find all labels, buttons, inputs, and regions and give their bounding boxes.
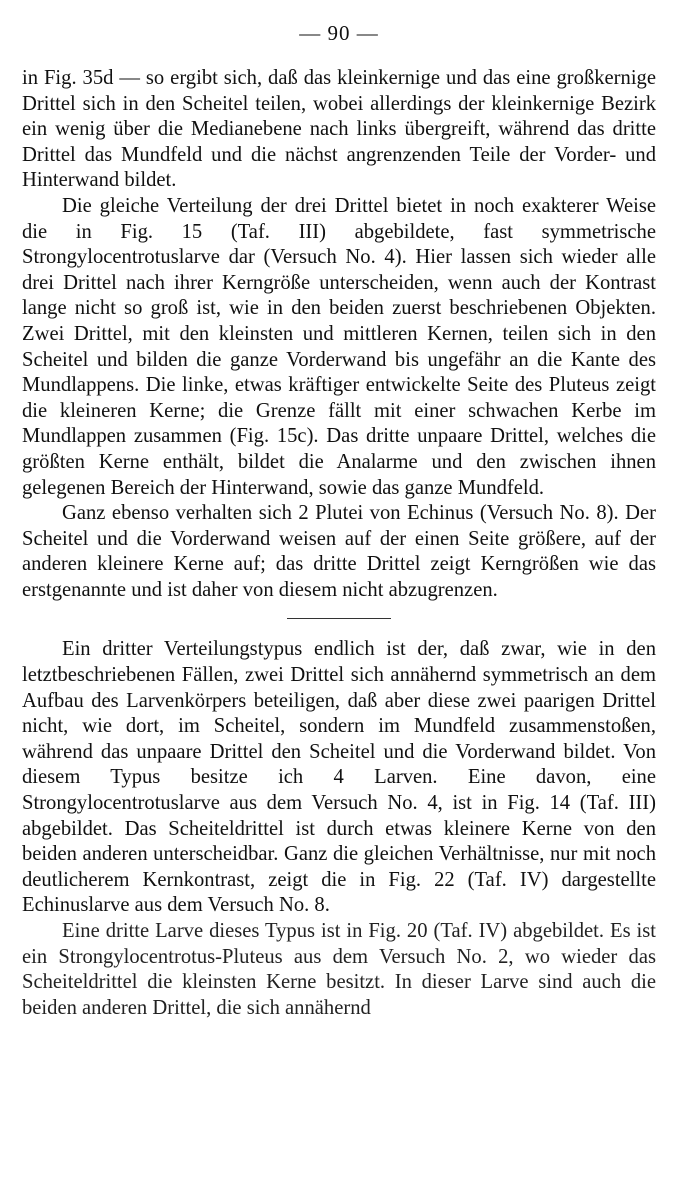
section-divider	[287, 618, 391, 619]
paragraph-echinus-plutei: Ganz ebenso verhalten sich 2 Plutei von Echinus (Versuch No. 8). Der Scheitel und die Vorderwand weisen auf der einen Seite größere, auf der anderen kleinere Kerne auf; das dritte Drittel zeigt Kerngrößen wie das erstgenannte und ist daher von diesem nicht abzugrenzen.	[22, 502, 656, 601]
page-number: — 90 —	[299, 21, 379, 45]
paragraph-continuation: in Fig. 35d — so ergibt sich, daß das kleinkernige und das eine großkernige Drittel sich in den Scheitel teilen, wobei allerdings der kleinkernige Bezirk ein wenig über die Medianebene nach links übergreift, während das dritte Drittel das Mundfeld und die nächst angrenzenden Teile der Vorder- und Hinterwand bildet.	[22, 67, 656, 192]
paragraph-third-type: Ein dritter Verteilungstypus endlich ist der, daß zwar, wie in den letztbeschriebenen Fällen, zwei Drittel sich annähernd symmetrisch an dem Aufbau des Larvenkörpers beteiligen, daß aber diese zwei paarigen Drittel nicht, wie dort, im Scheitel, sondern im Mundfeld zusammenstoßen, während das unpaare Drittel den Scheitel und die Vorderwand bildet. Von diesem Typus besitze ich 4 Larven. Eine davon, eine Strongylocentrotuslarve aus dem Versuch No. 4, ist in Fig. 14 (Taf. III) abgebildet. Das Scheiteldrittel ist durch etwas kleinere Kerne von den beiden anderen unterscheidbar. Ganz die gleichen Verhältnisse, nur mit noch deutlicherem Kernkontrast, zeigt die in Fig. 22 (Taf. IV) dargestellte Echinuslarve aus dem Versuch No. 8.	[22, 638, 656, 917]
document-page	[22, 18, 656, 1021]
paragraph-third-larva: Eine dritte Larve dieses Typus ist in Fig. 20 (Taf. IV) abgebildet. Es ist ein Strongylocentrotus-Pluteus aus dem Versuch No. 2, wo wieder das Scheiteldrittel die kleinsten Kerne besitzt. In dieser Larve sind auch die beiden anderen Drittel, die sich annähernd	[22, 920, 656, 1019]
paragraph-symmetric-larva: Die gleiche Verteilung der drei Drittel bietet in noch exakterer Weise die in Fig. 15 (Taf. III) abgebildete, fast symmetrische Strongylocentrotuslarve dar (Versuch No. 4). Hier lassen sich wieder alle drei Drittel nach ihrer Kerngröße unterscheiden, wenn auch der Kontrast lange nicht so groß ist, wie in den beiden zuerst beschriebenen Objekten. Zwei Drittel, mit den kleinsten und mittleren Kernen, teilen sich in den Scheitel und bilden die ganze Vorderwand bis ungefähr an die Kante des Mundlappens. Die linke, etwas kräftiger entwickelte Seite des Pluteus zeigt die kleineren Kerne; die Grenze fällt mit einer schwachen Kerbe im Mundlappen zusammen (Fig. 15c). Das dritte unpaare Drittel, welches die größten Kerne enthält, bildet die Analarme und den zwischen ihnen gelegenen Bereich der Hinterwand, sowie das ganze Mundfeld.	[22, 194, 656, 499]
